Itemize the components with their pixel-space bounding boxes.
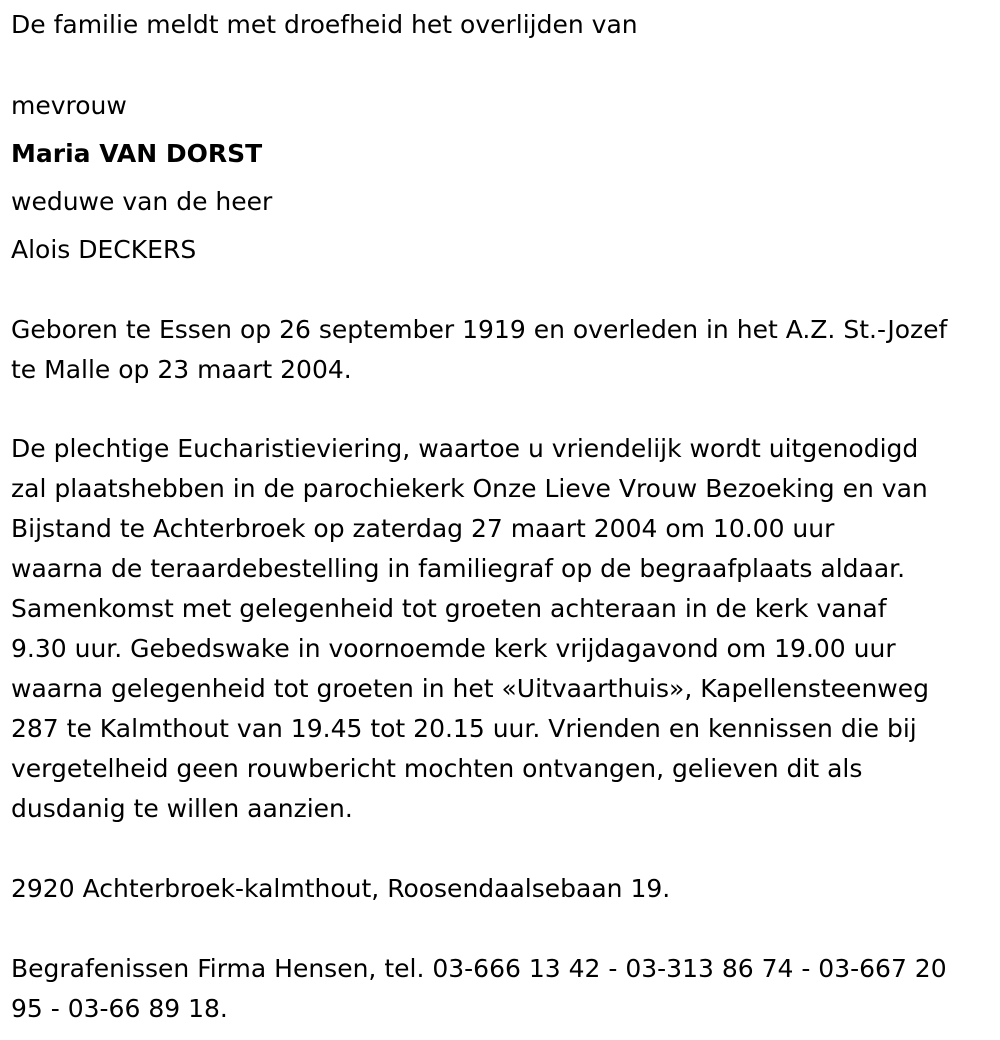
ceremony-line: De plechtige Eucharistieviering, waartoe u vriendelijk wordt uitgenodigd [11, 434, 919, 463]
ceremony-line: vergetelheid geen rouwbericht mochten ontvangen, gelieven dit als [11, 754, 863, 783]
intro-text: De familie meldt met droefheid het overlijden van [11, 10, 638, 39]
funeral-home-paragraph [11, 949, 996, 1029]
ceremony-line: dusdanig te willen aanzien. [11, 794, 353, 823]
deceased-name: Maria VAN DORST [11, 139, 263, 168]
ceremony-line: Samenkomst met gelegenheid tot groeten achteraan in de kerk vanaf [11, 594, 887, 623]
funeral-home-line: 95 - 03-66 89 18. [11, 994, 228, 1023]
ceremony-line: 9.30 uur. Gebedswake in voornoemde kerk vrijdagavond om 19.00 uur [11, 634, 896, 663]
salutation: mevrouw [11, 91, 127, 120]
birth-death-paragraph [11, 310, 996, 390]
birth-death-line: Geboren te Essen op 26 september 1919 en overleden in het A.Z. St.-Jozef [11, 315, 948, 344]
ceremony-line: zal plaatshebben in de parochiekerk Onze Lieve Vrouw Bezoeking en van [11, 474, 928, 503]
ceremony-line: waarna de teraardebestelling in familiegraf op de begraafplaats aldaar. [11, 554, 906, 583]
funeral-home-line: Begrafenissen Firma Hensen, tel. 03-666 13 42 - 03-313 86 74 - 03-667 20 [11, 954, 947, 983]
ceremony-line: Bijstand te Achterbroek op zaterdag 27 maart 2004 om 10.00 uur [11, 514, 835, 543]
ceremony-line: waarna gelegenheid tot groeten in het «Uitvaarthuis», Kapellensteenweg [11, 674, 929, 703]
address-text: 2920 Achterbroek-kalmthout, Roosendaalsebaan 19. [11, 874, 671, 903]
ceremony-line: 287 te Kalmthout van 19.45 tot 20.15 uur. Vrienden en kennissen die bij [11, 714, 917, 743]
ceremony-paragraph [11, 429, 996, 829]
spouse-name: Alois DECKERS [11, 235, 197, 264]
birth-death-line: te Malle op 23 maart 2004. [11, 355, 352, 384]
relation-text: weduwe van de heer [11, 187, 273, 216]
